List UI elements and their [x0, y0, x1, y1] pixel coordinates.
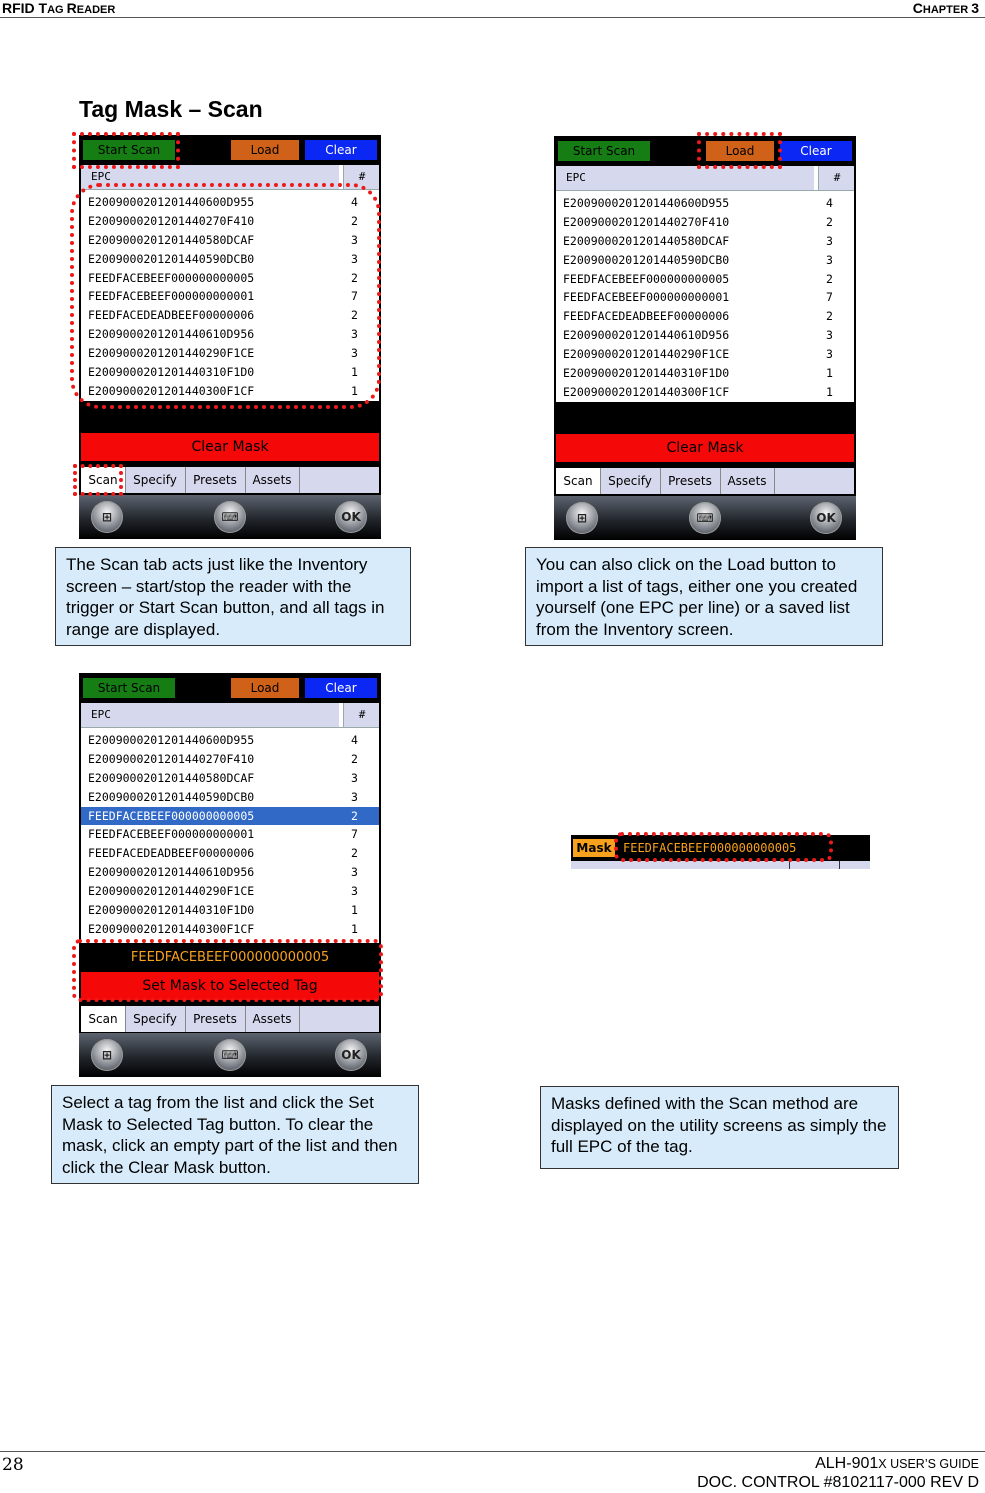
tag-epc: E2009000201201440300F1CF [88, 383, 255, 398]
tag-epc: E2009000201201440290F1CE [88, 346, 255, 361]
tag-count: 3 [826, 233, 833, 248]
section-title: Tag Mask – Scan [79, 96, 263, 122]
column-divider [839, 861, 840, 869]
tab-specify[interactable]: Specify [125, 1006, 186, 1032]
tag-count: 2 [351, 308, 358, 323]
tab-scan[interactable]: Scan [81, 467, 126, 493]
running-header-left [2, 0, 115, 16]
tag-rows [81, 731, 379, 939]
tag-count: 3 [351, 865, 358, 880]
tag-count: 1 [826, 384, 833, 399]
mask-label: Mask [573, 839, 615, 857]
load-button[interactable]: Load [231, 678, 299, 698]
tag-epc: E2009000201201440580DCAF [88, 770, 255, 785]
tag-list-header [81, 703, 379, 728]
device-screenshot [79, 673, 381, 1077]
tag-epc: FEEDFACEBEEF000000000001 [563, 290, 730, 305]
tag-epc: FEEDFACEBEEF000000000005 [563, 271, 730, 286]
tag-epc: E2009000201201440610D956 [88, 865, 255, 880]
tag-count: 2 [351, 751, 358, 766]
callout-load: You can also click on the Load button to import a list of tags, either one you created yourself (one EPC per line) or a saved list from the Inventory screen. [525, 547, 883, 646]
start-scan-button[interactable]: Start Scan [558, 141, 650, 161]
table-row[interactable] [556, 345, 854, 364]
tag-count: 3 [351, 346, 358, 361]
tag-count: 4 [351, 733, 358, 747]
callout-set-mask: Select a tag from the list and click the Set Mask to Selected Tag button. To clear the mask, click an empty part of the list and then click the Clear Mask button. [51, 1085, 419, 1184]
tab-bar [81, 1006, 379, 1032]
tag-count: 1 [351, 383, 358, 398]
tab-specify[interactable]: Specify [600, 468, 661, 494]
clear-button[interactable]: Clear [780, 141, 852, 161]
tab-scan[interactable]: Scan [556, 468, 601, 494]
table-row[interactable] [81, 750, 379, 769]
keyboard-icon[interactable]: ⌨ [689, 502, 721, 534]
tab-bar [81, 467, 379, 493]
tag-epc: E2009000201201440600D955 [88, 195, 255, 209]
tag-count: 3 [351, 770, 358, 785]
ok-button[interactable]: OK [335, 1039, 367, 1071]
tag-epc: FEEDFACEDEADBEEF00000006 [88, 846, 255, 861]
table-row[interactable] [556, 288, 854, 307]
table-row[interactable] [81, 882, 379, 901]
doc-control: DOC. CONTROL #8102117-000 REV D [697, 1474, 979, 1491]
header-left-part: EADER [76, 4, 116, 16]
header-right-part: HAPTER [922, 4, 972, 16]
tag-count: 3 [351, 327, 358, 342]
tag-epc: E2009000201201440270F410 [88, 751, 255, 766]
table-row[interactable] [556, 383, 854, 402]
table-row[interactable] [81, 901, 379, 920]
tag-count: 2 [351, 270, 358, 285]
tag-count: 1 [351, 921, 358, 936]
tag-epc: FEEDFACEDEADBEEF00000006 [88, 308, 255, 323]
callout-masks-defined: Masks defined with the Scan method are displayed on the utility screens as simply the full EPC of the tag. [540, 1086, 899, 1169]
tag-count: 3 [826, 328, 833, 343]
tag-count: 1 [351, 365, 358, 380]
tag-epc: E2009000201201440600D955 [88, 733, 255, 747]
tag-count: 1 [826, 366, 833, 381]
guide-title-part: UIDE [949, 1457, 979, 1471]
windows-start-icon[interactable]: ⊞ [91, 501, 123, 533]
footer-divider [0, 1451, 985, 1452]
tab-bar [556, 468, 854, 494]
tag-count: 3 [351, 884, 358, 899]
tab-assets[interactable]: Assets [245, 1006, 300, 1032]
header-left-part: RFID T [2, 0, 48, 16]
running-header-right [913, 0, 979, 16]
tag-count: 3 [826, 252, 833, 267]
header-left-part: AG [47, 4, 67, 16]
table-row[interactable] [556, 270, 854, 289]
tag-list[interactable] [81, 703, 379, 943]
highlight-start-scan [72, 132, 180, 169]
tag-count: 1 [351, 903, 358, 918]
table-row[interactable] [556, 251, 854, 270]
column-header-epc[interactable]: EPC [91, 708, 111, 721]
tag-epc: E2009000201201440600D955 [563, 196, 730, 210]
tag-count: 3 [351, 789, 358, 804]
tag-epc: E2009000201201440290F1CE [563, 347, 730, 362]
page-number: 28 [2, 1455, 24, 1475]
tag-epc: FEEDFACEBEEF000000000005 [88, 808, 255, 823]
tag-epc: FEEDFACEDEADBEEF00000006 [563, 309, 730, 324]
highlight-mask-value [614, 832, 833, 862]
clear-mask-button[interactable]: Clear Mask [556, 434, 854, 462]
tag-epc: E2009000201201440590DCB0 [88, 251, 255, 266]
tag-epc: E2009000201201440270F410 [563, 214, 730, 229]
column-header-count[interactable]: # [343, 703, 380, 727]
set-mask-button[interactable]: Set Mask to Selected Tag [81, 972, 379, 1000]
table-row[interactable] [81, 825, 379, 844]
clear-button[interactable]: Clear [305, 678, 377, 698]
windows-start-icon[interactable]: ⊞ [91, 1039, 123, 1071]
guide-title-part: ALH-901 [815, 1455, 879, 1472]
header-divider [0, 17, 985, 18]
tag-epc: E2009000201201440270F410 [88, 213, 255, 228]
tag-count: 2 [826, 309, 833, 324]
tab-assets[interactable]: Assets [720, 468, 775, 494]
tab-presets[interactable]: Presets [185, 467, 246, 493]
tag-epc: E2009000201201440310F1D0 [88, 903, 255, 918]
highlight-tag-list [70, 183, 381, 409]
tag-count: 7 [351, 827, 358, 842]
table-row[interactable] [81, 731, 379, 750]
ok-button[interactable]: OK [335, 501, 367, 533]
table-row[interactable] [81, 807, 379, 826]
column-header-count[interactable]: # [343, 165, 380, 189]
taskbar [79, 495, 381, 539]
tag-count: 2 [351, 846, 358, 861]
header-right-part: 3 [971, 0, 979, 16]
tag-count: 2 [826, 271, 833, 286]
load-button[interactable]: Load [706, 141, 774, 161]
tab-scan[interactable]: Scan [81, 1006, 126, 1032]
header-right-part: C [912, 0, 923, 16]
tag-list-header [556, 166, 854, 191]
highlight-load-button [697, 132, 782, 169]
selected-tag-display: FEEDFACEBEEF000000000005 [81, 945, 379, 971]
mask-strip-header [571, 861, 870, 869]
highlight-scan-tab [73, 464, 123, 496]
tag-epc: FEEDFACEBEEF000000000001 [88, 289, 255, 304]
tag-epc: E2009000201201440580DCAF [88, 232, 255, 247]
tab-assets[interactable]: Assets [245, 467, 300, 493]
table-row[interactable] [556, 213, 854, 232]
tag-count: 4 [826, 196, 833, 210]
guide-title [815, 1455, 979, 1473]
tag-count: 2 [826, 214, 833, 229]
load-button[interactable]: Load [231, 140, 299, 160]
table-row[interactable] [81, 863, 379, 882]
table-row[interactable] [81, 788, 379, 807]
guide-title-part: SER [899, 1457, 925, 1471]
callout-scan-tab: The Scan tab acts just like the Inventory screen – start/stop the reader with the trigger or Start Scan button, and all tags in range are displayed. [55, 547, 411, 646]
table-row[interactable] [81, 769, 379, 788]
tag-epc: E2009000201201440290F1CE [88, 884, 255, 899]
column-header-epc[interactable]: EPC [91, 170, 111, 183]
tag-epc: E2009000201201440310F1D0 [563, 366, 730, 381]
clear-button[interactable]: Clear [305, 140, 377, 160]
ok-button[interactable]: OK [810, 502, 842, 534]
tag-epc: E2009000201201440580DCAF [563, 233, 730, 248]
table-row[interactable] [556, 194, 854, 213]
tag-epc: E2009000201201440610D956 [563, 328, 730, 343]
taskbar [79, 1033, 381, 1077]
tag-epc: E2009000201201440610D956 [88, 327, 255, 342]
tab-presets[interactable]: Presets [185, 1006, 246, 1032]
button-bar [79, 673, 381, 703]
guide-title-part: X U [878, 1457, 900, 1471]
table-row[interactable] [556, 307, 854, 326]
tag-count: 2 [351, 213, 358, 228]
table-row[interactable] [81, 920, 379, 939]
tab-specify[interactable]: Specify [125, 467, 186, 493]
tag-count: 7 [351, 289, 358, 304]
start-scan-button[interactable]: Start Scan [83, 140, 175, 160]
clear-mask-button[interactable]: Clear Mask [81, 433, 379, 461]
tag-epc: FEEDFACEBEEF000000000001 [88, 827, 255, 842]
keyboard-icon[interactable]: ⌨ [214, 1039, 246, 1071]
column-header-count[interactable]: # [818, 166, 855, 190]
tag-list[interactable] [556, 166, 854, 402]
keyboard-icon[interactable]: ⌨ [214, 501, 246, 533]
tag-epc: E2009000201201440300F1CF [563, 384, 730, 399]
tag-epc: E2009000201201440590DCB0 [563, 252, 730, 267]
windows-start-icon[interactable]: ⊞ [566, 502, 598, 534]
tag-count: 7 [826, 290, 833, 305]
tag-epc: E2009000201201440310F1D0 [88, 365, 255, 380]
tag-count: 4 [351, 195, 358, 209]
tag-epc: FEEDFACEBEEF000000000005 [88, 270, 255, 285]
highlight-set-mask [72, 939, 383, 1002]
guide-title-part: ’S G [924, 1457, 950, 1471]
table-row[interactable] [556, 326, 854, 345]
table-row[interactable] [556, 232, 854, 251]
header-left-part: R [66, 0, 77, 16]
column-divider [789, 861, 790, 869]
tag-count: 3 [351, 232, 358, 247]
tag-count: 2 [351, 808, 358, 823]
table-row[interactable] [81, 844, 379, 863]
column-header-epc[interactable]: EPC [566, 171, 586, 184]
tag-rows [556, 194, 854, 402]
table-row[interactable] [556, 364, 854, 383]
tab-presets[interactable]: Presets [660, 468, 721, 494]
tag-count: 3 [826, 347, 833, 362]
mask-value: FEEDFACEBEEF000000000005 [623, 841, 797, 855]
tag-epc: E2009000201201440590DCB0 [88, 789, 255, 804]
device-screenshot [554, 136, 856, 540]
taskbar [554, 496, 856, 540]
tag-count: 3 [351, 251, 358, 266]
start-scan-button[interactable]: Start Scan [83, 678, 175, 698]
tag-epc: E2009000201201440300F1CF [88, 921, 255, 936]
